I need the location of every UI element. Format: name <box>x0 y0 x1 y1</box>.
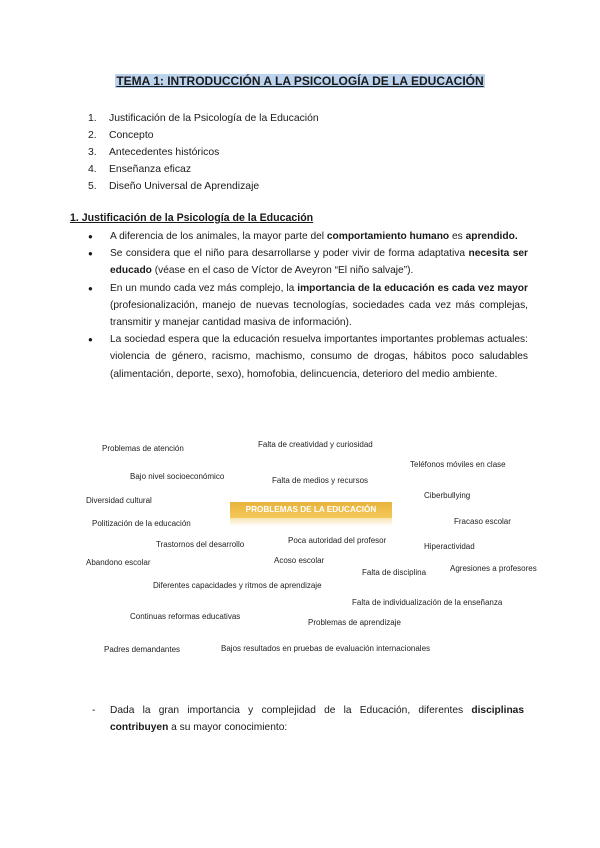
bullet-text: A diferencia de los animales, la mayor parte del <box>110 231 327 242</box>
cloud-word: Trastornos del desarrollo <box>156 540 245 549</box>
page-title-text: TEMA 1: INTRODUCCIÓN A LA PSICOLOGÍA DE LA EDUCACIÓN <box>116 74 484 88</box>
toc-item <box>88 127 319 144</box>
cloud-word: Fracaso escolar <box>454 517 511 526</box>
cloud-word: Bajos resultados en pruebas de evaluación internacionales <box>221 644 431 653</box>
cloud-word: Falta de disciplina <box>362 568 427 577</box>
toc-label: Concepto <box>109 130 154 141</box>
toc-label: Antecedentes históricos <box>109 147 220 158</box>
cloud-word: Teléfonos móviles en clase <box>410 460 506 469</box>
cloud-word: Hiperactividad <box>424 542 475 551</box>
cloud-word: Abandono escolar <box>86 558 151 567</box>
bullet-text: La sociedad espera que la educación resuelva importantes importantes problemas actuales: violencia de género, racismo, machismo, consumo de drogas, hábitos poco saludables (alimentación, deporte, sexo), homofobia, delincuencia, deterioro del medio ambiente. <box>110 334 528 380</box>
cloud-word: Falta de creatividad y curiosidad <box>258 440 373 449</box>
table-of-contents <box>88 110 319 195</box>
banner-reflection <box>230 518 392 526</box>
cloud-word: Problemas de aprendizaje <box>308 618 401 627</box>
cloud-word: Poca autoridad del profesor <box>288 536 387 545</box>
bullet-text: es <box>449 231 466 242</box>
bullet-text: Se considera que el niño para desarrollarse y poder vivir de forma adaptativa <box>110 248 469 260</box>
cloud-word: Falta de medios y recursos <box>272 476 369 485</box>
toc-number: 3. <box>88 147 97 158</box>
toc-item <box>88 110 319 127</box>
toc-number: 1. <box>88 113 97 124</box>
cloud-word: Diversidad cultural <box>86 496 152 505</box>
dash-marker: - <box>92 705 96 716</box>
toc-number: 2. <box>88 130 97 141</box>
toc-label: Justificación de la Psicología de la Educación <box>109 113 319 124</box>
toc-label: Enseñanza eficaz <box>109 164 192 175</box>
bullet-item <box>88 245 528 279</box>
toc-item <box>88 144 319 161</box>
cloud-word: Acoso escolar <box>274 556 325 565</box>
bullet-bold: importancia de la educación es cada vez mayor <box>297 282 528 294</box>
section-heading: 1. Justificación de la Psicología de la Educación <box>70 212 314 224</box>
closing-text <box>92 702 524 736</box>
toc-number: 4. <box>88 164 97 175</box>
bullet-item <box>88 280 528 332</box>
cloud-word: Continuas reformas educativas <box>130 612 241 621</box>
cloud-word: Ciberbullying <box>424 491 471 500</box>
bullet-item <box>88 228 528 245</box>
bullet-text: (véase en el caso de Víctor de Aveyron “El niño salvaje”). <box>151 265 414 277</box>
toc-label: Diseño Universal de Aprendizaje <box>109 181 260 192</box>
bullet-text: En un mundo cada vez más complejo, la <box>110 282 298 294</box>
bullet-bold: aprendido. <box>465 231 518 242</box>
cloud-word: Problemas de atención <box>102 444 184 453</box>
cloud-word: Politización de la educación <box>92 519 191 528</box>
word-cloud-banner: PROBLEMAS DE LA EDUCACIÓN <box>230 502 392 518</box>
closing-bold: disciplinas contribuyen <box>110 705 524 733</box>
toc-item <box>88 178 319 195</box>
word-cloud <box>0 430 600 660</box>
bullet-bold: necesita ser educado <box>110 248 528 277</box>
closing-paragraph <box>92 702 524 736</box>
page-title <box>0 74 600 88</box>
bullet-list <box>88 228 528 383</box>
cloud-word: Agresiones a profesores <box>450 564 537 573</box>
cloud-word: Falta de individualización de la enseñanza <box>352 598 503 607</box>
cloud-word: Bajo nivel socioeconómico <box>130 472 225 481</box>
cloud-word: Diferentes capacidades y ritmos de aprendizaje <box>153 581 322 590</box>
cloud-word: Padres demandantes <box>104 645 181 654</box>
bullet-item <box>88 331 528 383</box>
closing-text-part: Dada la gran importancia y complejidad de la Educación, diferentes <box>110 705 472 716</box>
toc-item <box>88 161 319 178</box>
bullet-bold: comportamiento humano <box>326 231 450 242</box>
closing-text-part: a su mayor conocimiento: <box>168 722 288 733</box>
toc-number: 5. <box>88 181 97 192</box>
bullet-text: (profesionalización, manejo de nuevas tecnologías, sociedades cada vez más complejas, transmitir y manejar cantidad masiva de información). <box>110 299 528 329</box>
